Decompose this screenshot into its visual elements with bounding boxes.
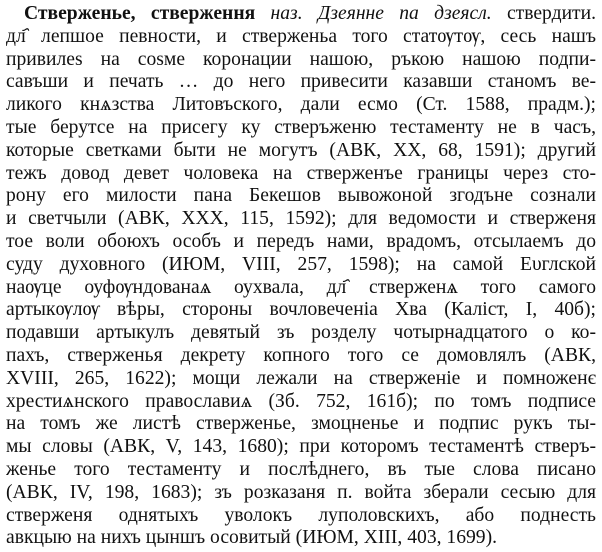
entry-line-1 (6, 3, 596, 26)
entry-line-9: рону его милости пана Бекешов вывожоной згодъне сознали (6, 185, 596, 207)
entry-line-5: ликого кнѧзства Литовъского, дали есмо (Ст. 1588, прадм.); (6, 94, 596, 116)
entry-line-14: артыкѹлѹ вѣры, стороны вочловеченіа Хва (Каліст, I, 40б); (6, 299, 596, 321)
entry-line-7: которые светками быти не могутъ (АВК, XX, 68, 1591); другий (6, 139, 596, 161)
entry-line-24: авкцыю на нихъ цыншъ осовитый (ИЮМ, XIII, 403, 1699). (6, 527, 498, 549)
entry-line-6: тые берутсе на присегу ку стверъженю тестаменту не в часъ, (6, 116, 596, 138)
definition-gloss: Дзеянне па дзеясл. (317, 3, 492, 24)
entry-line-18: хрестиѧнского православиѧ (Зб. 752, 161б); по томъ подписе (6, 390, 596, 412)
entry-line-11: тое воли обоюхъ особъ и передъ нами, врадомъ, отсылаемъ до (6, 230, 596, 252)
line-text: ствердити. (506, 3, 596, 24)
entry-line-4: савъши и печать … до него привесити казавши станомъ ве- (6, 71, 596, 93)
entry-line-15: подавши артыкулъ девятый зъ розделу чотырнадцатого о ко- (6, 322, 596, 344)
entry-line-10: и светчыли (АВК, XXX, 115, 1592); для ведомости и стверженя (6, 208, 596, 230)
entry-line-20: мы словы (АВК, V, 143, 1680); при которомъ тестаментѣ стверъ- (6, 436, 596, 458)
entry-line-2: дл҄ лепшое певности, и стверженьа того статѹтѹ, сесь нашъ (6, 25, 596, 47)
entry-line-23: стверженя однятыхъ уволокъ луполовскихъ, або поднесть (6, 504, 596, 526)
entry-line-3: привилеѕ на соѕме коронации нашою, ръкою нашою подпи- (6, 48, 596, 70)
entry-line-22: (АВК, IV, 198, 1683); зъ розказаня п. войта зберали сесыю для (6, 481, 596, 503)
entry-line-16: пахъ, стверженья декрету копного того се домовлялъ (АВК, (6, 344, 596, 366)
headword: Стверженье, стверження (24, 3, 256, 24)
entry-line-21: женье того тестаменту и послѣднего, въ тые слова писано (6, 458, 596, 480)
entry-line-8: тежъ довод девет чоловека на стверженъе границы через сто- (6, 162, 596, 184)
entry-line-17: XVIII, 265, 1622); мощи лежали на стверженіе и помноженє (6, 367, 596, 389)
grammar-label: наз. (270, 3, 303, 24)
entry-line-12: суду духовного (ИЮМ, VIII, 257, 1598); на самой Ευглской (6, 253, 596, 275)
entry-line-13: наѹце оуфѹндованаѧ оухвала, дл҄ стверженѧ того самого (6, 276, 596, 298)
entry-line-19: на томъ же листѣ стверженье, змоцненье и подпис рукъ ты- (6, 413, 596, 435)
